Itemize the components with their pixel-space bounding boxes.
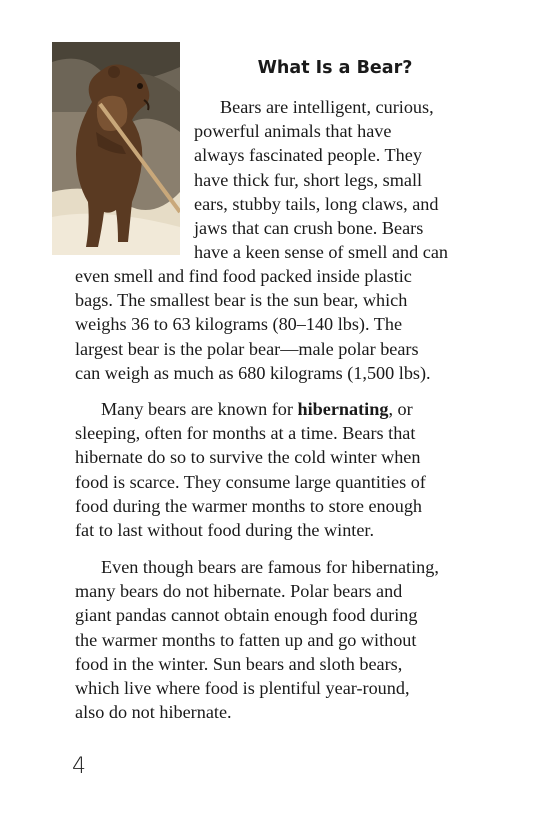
bear-photo bbox=[52, 42, 180, 255]
page-title: What Is a Bear? bbox=[257, 58, 413, 78]
text-line: powerful animals that have bbox=[194, 121, 392, 142]
text-fragment: , or bbox=[388, 399, 413, 419]
text-line: Bears are intelligent, curious, bbox=[220, 97, 434, 117]
bear-standing-icon bbox=[52, 42, 180, 255]
paragraph-1-wrapped bbox=[194, 95, 462, 264]
text-line: also do not hibernate. bbox=[75, 702, 232, 723]
text-line: ears, stubby tails, long claws, and bbox=[194, 193, 439, 214]
text-line: Even though bears are famous for hibernating, bbox=[101, 557, 439, 577]
bold-term-hibernating: hibernating bbox=[297, 399, 389, 419]
text-line: food is scarce. They consume large quantities of bbox=[75, 471, 426, 492]
text-line: sleeping, often for months at a time. Bears that bbox=[75, 423, 416, 444]
text-line: weighs 36 to 63 kilograms (80–140 lbs). The bbox=[75, 314, 403, 335]
paragraph-3 bbox=[75, 555, 470, 724]
text-line: always fascinated people. They bbox=[194, 145, 422, 166]
paragraph-1-continued bbox=[75, 264, 465, 385]
text-line: have a keen sense of smell and can bbox=[194, 242, 449, 263]
paragraph-2 bbox=[75, 397, 470, 542]
text-line: food in the winter. Sun bears and sloth bears, bbox=[75, 653, 403, 674]
text-line: bags. The smallest bear is the sun bear, which bbox=[75, 290, 408, 311]
text-line bbox=[75, 397, 470, 421]
text-line: hibernate do so to survive the cold winter when bbox=[75, 447, 421, 468]
text-line: fat to last without food during the winter. bbox=[75, 520, 375, 541]
text-line: the warmer months to fatten up and go without bbox=[75, 629, 417, 650]
text-line: even smell and find food packed inside plastic bbox=[75, 266, 412, 286]
text-line: giant pandas cannot obtain enough food during bbox=[75, 605, 418, 626]
text-line: many bears do not hibernate. Polar bears and bbox=[75, 581, 403, 602]
text-line: can weigh as much as 680 kilograms (1,500 lbs). bbox=[75, 362, 431, 383]
text-line: which live where food is plentiful year-round, bbox=[75, 678, 410, 699]
text-line: food during the warmer months to store enough bbox=[75, 495, 423, 516]
text-fragment: Many bears are known for bbox=[101, 399, 298, 419]
text-line: jaws that can crush bone. Bears bbox=[194, 218, 424, 239]
page-number: 4 bbox=[72, 754, 86, 779]
text-line: have thick fur, short legs, small bbox=[194, 169, 423, 190]
text-line: largest bear is the polar bear—male polar bears bbox=[75, 338, 419, 359]
